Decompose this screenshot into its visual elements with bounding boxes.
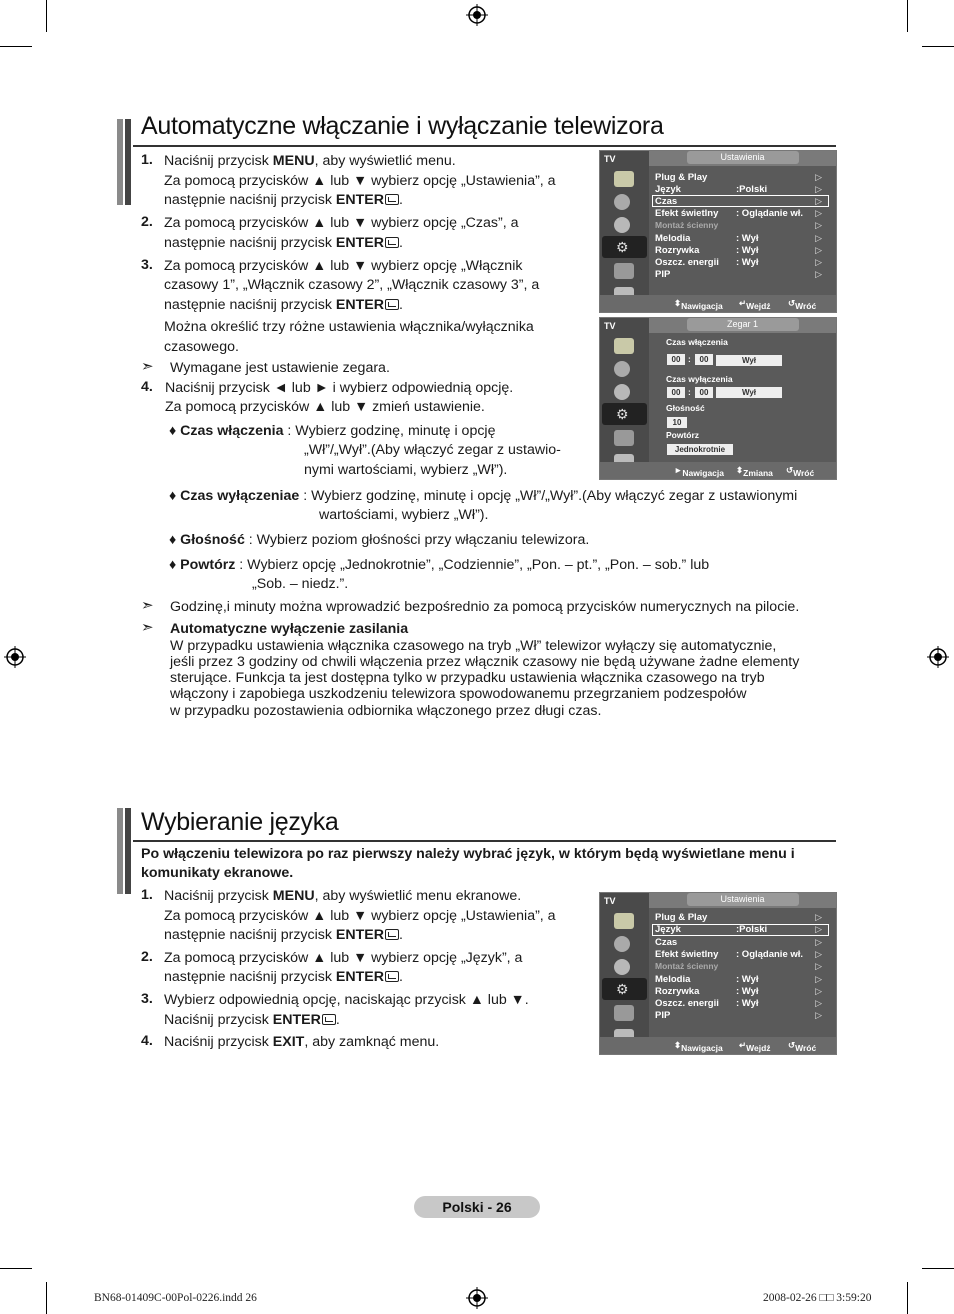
step-text: następnie naciśnij przycisk ENTER . (164, 927, 403, 943)
step-text: następnie naciśnij przycisk ENTER . (164, 235, 403, 251)
print-file-info: BN68-01409C-00Pol-0226.indd 26 (94, 1292, 257, 1304)
menu-item[interactable]: Plug & Play (655, 912, 708, 923)
step-text: następnie naciśnij przycisk ENTER . (164, 969, 403, 985)
step-text: Za pomocą przycisków ▲ lub ▼ wybierz opcję „Włącznik (164, 258, 523, 274)
setup-icon: ⚙ (602, 978, 647, 1000)
registration-mark-icon (4, 646, 26, 668)
channel-icon (614, 384, 630, 400)
menu-header: Ustawienia (649, 893, 836, 908)
enter-icon (385, 237, 399, 248)
submenu-arrow-icon: ▷ (815, 172, 822, 182)
step-number: 2. (141, 214, 153, 230)
menu-item-value: :Polski (736, 184, 768, 195)
step-text: Naciśnij przycisk MENU, aby wyświetlić menu ekranowe. (164, 888, 522, 904)
submenu-arrow-icon: ▷ (815, 208, 822, 218)
step-number: 3. (141, 257, 153, 273)
input-icon (614, 1005, 634, 1021)
note-arrow-icon: ➣ (141, 358, 154, 375)
submenu-arrow-icon: ▷ (815, 924, 822, 934)
crop-mark (46, 1282, 47, 1314)
menu-item[interactable]: PIP (655, 1010, 671, 1021)
submenu-arrow-icon: ▷ (815, 986, 822, 996)
menu-item[interactable]: Język (655, 924, 681, 935)
registration-mark-icon (466, 4, 488, 26)
enter-icon (385, 299, 399, 310)
channel-icon (614, 217, 630, 233)
bullet-czas-wylaczenia: ♦ Czas wyłączeniae : Wybierz godzinę, minutę i opcję „Wł”/„Wył”.(Aby włączyć zegar z ustawionymi (169, 488, 798, 504)
repeat-label: Powtórz (666, 430, 700, 440)
crop-mark (46, 0, 47, 32)
enter-icon (385, 194, 399, 205)
clock-on-hour[interactable]: 00 (667, 354, 685, 365)
submenu-arrow-icon: ▷ (815, 196, 822, 206)
menu-item-value: : Wył (736, 998, 759, 1009)
bullet-powtorz: ♦ Powtórz : Wybierz opcję „Jednokrotnie”, „Codziennie”, „Pon. – pt.”, „Pon. – sob.” lub (169, 557, 710, 573)
submenu-arrow-icon: ▷ (815, 998, 822, 1008)
menu-item[interactable]: PIP (655, 269, 671, 280)
step-number: 1. (141, 152, 153, 168)
submenu-arrow-icon: ▷ (815, 220, 822, 230)
menu-item[interactable]: Plug & Play (655, 172, 708, 183)
menu-item: Montaż ścienny (655, 220, 719, 230)
menu-item[interactable]: Rozrywka (655, 986, 700, 997)
print-date-info: 2008-02-26 □□ 3:59:20 (763, 1292, 872, 1304)
section-title: Wybieranie języka (141, 808, 339, 836)
menu-item[interactable]: Czas (655, 937, 678, 948)
submenu-arrow-icon: ▷ (815, 257, 822, 267)
channel-icon (614, 959, 630, 975)
menu-item[interactable]: Melodia (655, 233, 691, 244)
clock-off-label: Czas wyłączenia (666, 374, 733, 384)
registration-mark-icon (466, 1287, 488, 1309)
bullet-glosnosc: ♦ Głośność : Wybierz poziom głośności przy włączaniu telewizora. (169, 532, 590, 548)
menu-item[interactable]: Oszcz. energii (655, 257, 719, 268)
submenu-arrow-icon: ▷ (815, 269, 822, 279)
step-text: Za pomocą przycisków ▲ lub ▼ wybierz opcję „Ustawienia”, a (164, 173, 556, 189)
menu-item-value: : Wył (736, 257, 759, 268)
bullet-text: wartościami, wybierz „Wł”). (319, 507, 489, 523)
menu-item-value: : Wył (736, 245, 759, 256)
picture-icon (614, 913, 634, 929)
clock-off-state[interactable]: Wył (716, 387, 782, 398)
menu-item-value: : Oglądanie wł. (736, 949, 804, 960)
step-text: czasowego. (164, 339, 239, 355)
input-icon (614, 430, 634, 446)
submenu-arrow-icon: ▷ (815, 949, 822, 959)
clock-on-label: Czas włączenia (666, 337, 728, 347)
bullet-text: nymi wartościami, wybierz „Wł”). (304, 462, 508, 478)
selection-highlight (652, 195, 829, 207)
submenu-arrow-icon: ▷ (815, 961, 822, 971)
note-text: włączony i zapobiega uszkodzeniu telewizora spowodowanemu przegrzaniem podzespołów (170, 686, 747, 702)
submenu-arrow-icon: ▷ (815, 184, 822, 194)
note-text: w przypadku pozostawienia odbiornika włączonego przez długi czas. (170, 703, 602, 719)
title-rule (133, 840, 836, 842)
repeat-value[interactable]: Jednokrotnie (667, 444, 733, 455)
clock-on-state[interactable]: Wył (716, 355, 782, 366)
volume-value[interactable]: 10 (667, 417, 687, 428)
menu-item[interactable]: Rozrywka (655, 245, 700, 256)
clock-on-minute[interactable]: 00 (695, 354, 713, 365)
step-text: Za pomocą przycisków ▲ lub ▼ wybierz opcję „Język”, a (164, 950, 523, 966)
menu-item-value: : Wył (736, 986, 759, 997)
tv-menu-clock (599, 317, 837, 480)
step-number: 3. (141, 991, 153, 1007)
bullet-text: „Sob. – niedz.”. (252, 576, 349, 592)
sound-icon (614, 361, 630, 377)
menu-footer: ⬍ Nawigacja ↵ Wejdź ↺ Wróć (600, 295, 836, 312)
submenu-arrow-icon: ▷ (815, 233, 822, 243)
menu-item-value: : Wył (736, 974, 759, 985)
bullet-text: „Wł”/„Wył”.(Aby włączyć zegar z ustawio- (304, 442, 561, 458)
menu-item-value: : Oglądanie wł. (736, 208, 804, 219)
menu-item[interactable]: Melodia (655, 974, 691, 985)
step-text: Naciśnij przycisk MENU, aby wyświetlić menu. (164, 153, 456, 169)
bullet-czas-wlaczenia: ♦ Czas włączenia : Wybierz godzinę, minutę i opcję (169, 423, 496, 439)
enter-icon (385, 971, 399, 982)
registration-mark-icon (927, 646, 949, 668)
step-text: Za pomocą przycisków ▲ lub ▼ wybierz opcję „Ustawienia”, a (164, 908, 556, 924)
crop-mark (0, 1268, 32, 1269)
input-icon (614, 263, 634, 279)
step-text: Naciśnij przycisk ◄ lub ► i wybierz odpowiednią opcję. (165, 380, 514, 396)
note-text: sterujące. Funkcja ta jest dostępna tylko w przypadku ustawienia włącznika czasowego na tryb (170, 670, 765, 686)
step-text: czasowy 1”, „Włącznik czasowy 2”, „Włącznik czasowy 3”, a (164, 277, 540, 293)
crop-mark (922, 46, 954, 47)
clock-off-hour[interactable]: 00 (667, 387, 685, 398)
crop-mark (907, 0, 908, 32)
enter-icon (322, 1014, 336, 1025)
submenu-arrow-icon: ▷ (815, 912, 822, 922)
note-text: jeśli przez 3 godziny od chwili włączenia przez włącznik czasowy nie będą używane żadne elementy (170, 654, 800, 670)
page-number: Polski - 26 (414, 1196, 540, 1218)
picture-icon (614, 338, 634, 354)
step-number: 4. (141, 379, 153, 395)
step-text: Naciśnij przycisk ENTER . (164, 1012, 340, 1028)
setup-icon: ⚙ (602, 403, 647, 425)
volume-label: Głośność (666, 403, 705, 413)
setup-icon: ⚙ (602, 236, 647, 258)
menu-item-value: : Wył (736, 233, 759, 244)
menu-footer: ⬍ Nawigacja ↵ Wejdź ↺ Wróć (600, 1037, 836, 1054)
tv-label: TV (604, 896, 616, 906)
clock-off-minute[interactable]: 00 (695, 387, 713, 398)
step-number: 2. (141, 949, 153, 965)
note-text: W przypadku ustawienia włącznika czasowego na tryb „Wł” telewizor wyłączy się automatycznie, (170, 638, 777, 654)
tv-label: TV (604, 321, 616, 331)
section-title: Automatyczne włączanie i wyłączanie telewizora (141, 112, 664, 140)
menu-footer: ► Nawigacja ⬍ Zmiana ↺ Wróć (600, 462, 836, 479)
time-separator: : (688, 354, 691, 364)
crop-mark (922, 1268, 954, 1269)
menu-header: Ustawienia (649, 151, 836, 166)
section-marker (117, 119, 131, 205)
note-text: Wymagane jest ustawienie zegara. (170, 360, 390, 376)
tv-label: TV (604, 154, 616, 164)
menu-item[interactable]: Język (655, 184, 681, 195)
note-arrow-icon: ➣ (141, 597, 154, 614)
time-separator: : (688, 387, 691, 397)
note-text: Godzinę,i minuty można wprowadzić bezpośrednio za pomocą przycisków numerycznych na pilocie. (170, 599, 800, 615)
submenu-arrow-icon: ▷ (815, 245, 822, 255)
tv-menu-setup (599, 150, 837, 313)
menu-item[interactable]: Czas (655, 196, 678, 207)
menu-item[interactable]: Efekt świetlny (655, 949, 719, 960)
section-marker (117, 808, 131, 894)
step-text: Wybierz odpowiednią opcję, naciskając przycisk ▲ lub ▼. (164, 992, 529, 1008)
sound-icon (614, 936, 630, 952)
menu-item[interactable]: Oszcz. energii (655, 998, 719, 1009)
step-text: Naciśnij przycisk EXIT, aby zamknąć menu. (164, 1034, 440, 1050)
submenu-arrow-icon: ▷ (815, 937, 822, 947)
crop-mark (0, 46, 32, 47)
step-number: 1. (141, 887, 153, 903)
enter-icon (385, 929, 399, 940)
menu-item: Montaż ścienny (655, 961, 719, 971)
menu-header: Zegar 1 (649, 318, 836, 333)
menu-item-value: :Polski (736, 924, 768, 935)
step-text: Za pomocą przycisków ▲ lub ▼ wybierz opcję „Czas”, a (164, 215, 519, 231)
title-rule (133, 145, 836, 147)
note-title: Automatyczne wyłączenie zasilania (170, 621, 409, 637)
menu-item[interactable]: Efekt świetlny (655, 208, 719, 219)
intro-text: komunikaty ekranowe. (141, 865, 294, 881)
crop-mark (907, 1282, 908, 1314)
step-text: Można określić trzy różne ustawienia włącznika/wyłącznika (164, 319, 534, 335)
picture-icon (614, 171, 634, 187)
tv-menu-language (599, 892, 837, 1055)
step-text: następnie naciśnij przycisk ENTER . (164, 192, 403, 208)
intro-text: Po włączeniu telewizora po raz pierwszy należy wybrać język, w którym będą wyświetlane menu i (141, 846, 795, 862)
sound-icon (614, 194, 630, 210)
submenu-arrow-icon: ▷ (815, 1010, 822, 1020)
submenu-arrow-icon: ▷ (815, 974, 822, 984)
step-text: następnie naciśnij przycisk ENTER . (164, 297, 403, 313)
step-number: 4. (141, 1033, 153, 1049)
step-text: Za pomocą przycisków ▲ lub ▼ zmień ustawienie. (165, 399, 485, 415)
note-arrow-icon: ➣ (141, 619, 154, 636)
